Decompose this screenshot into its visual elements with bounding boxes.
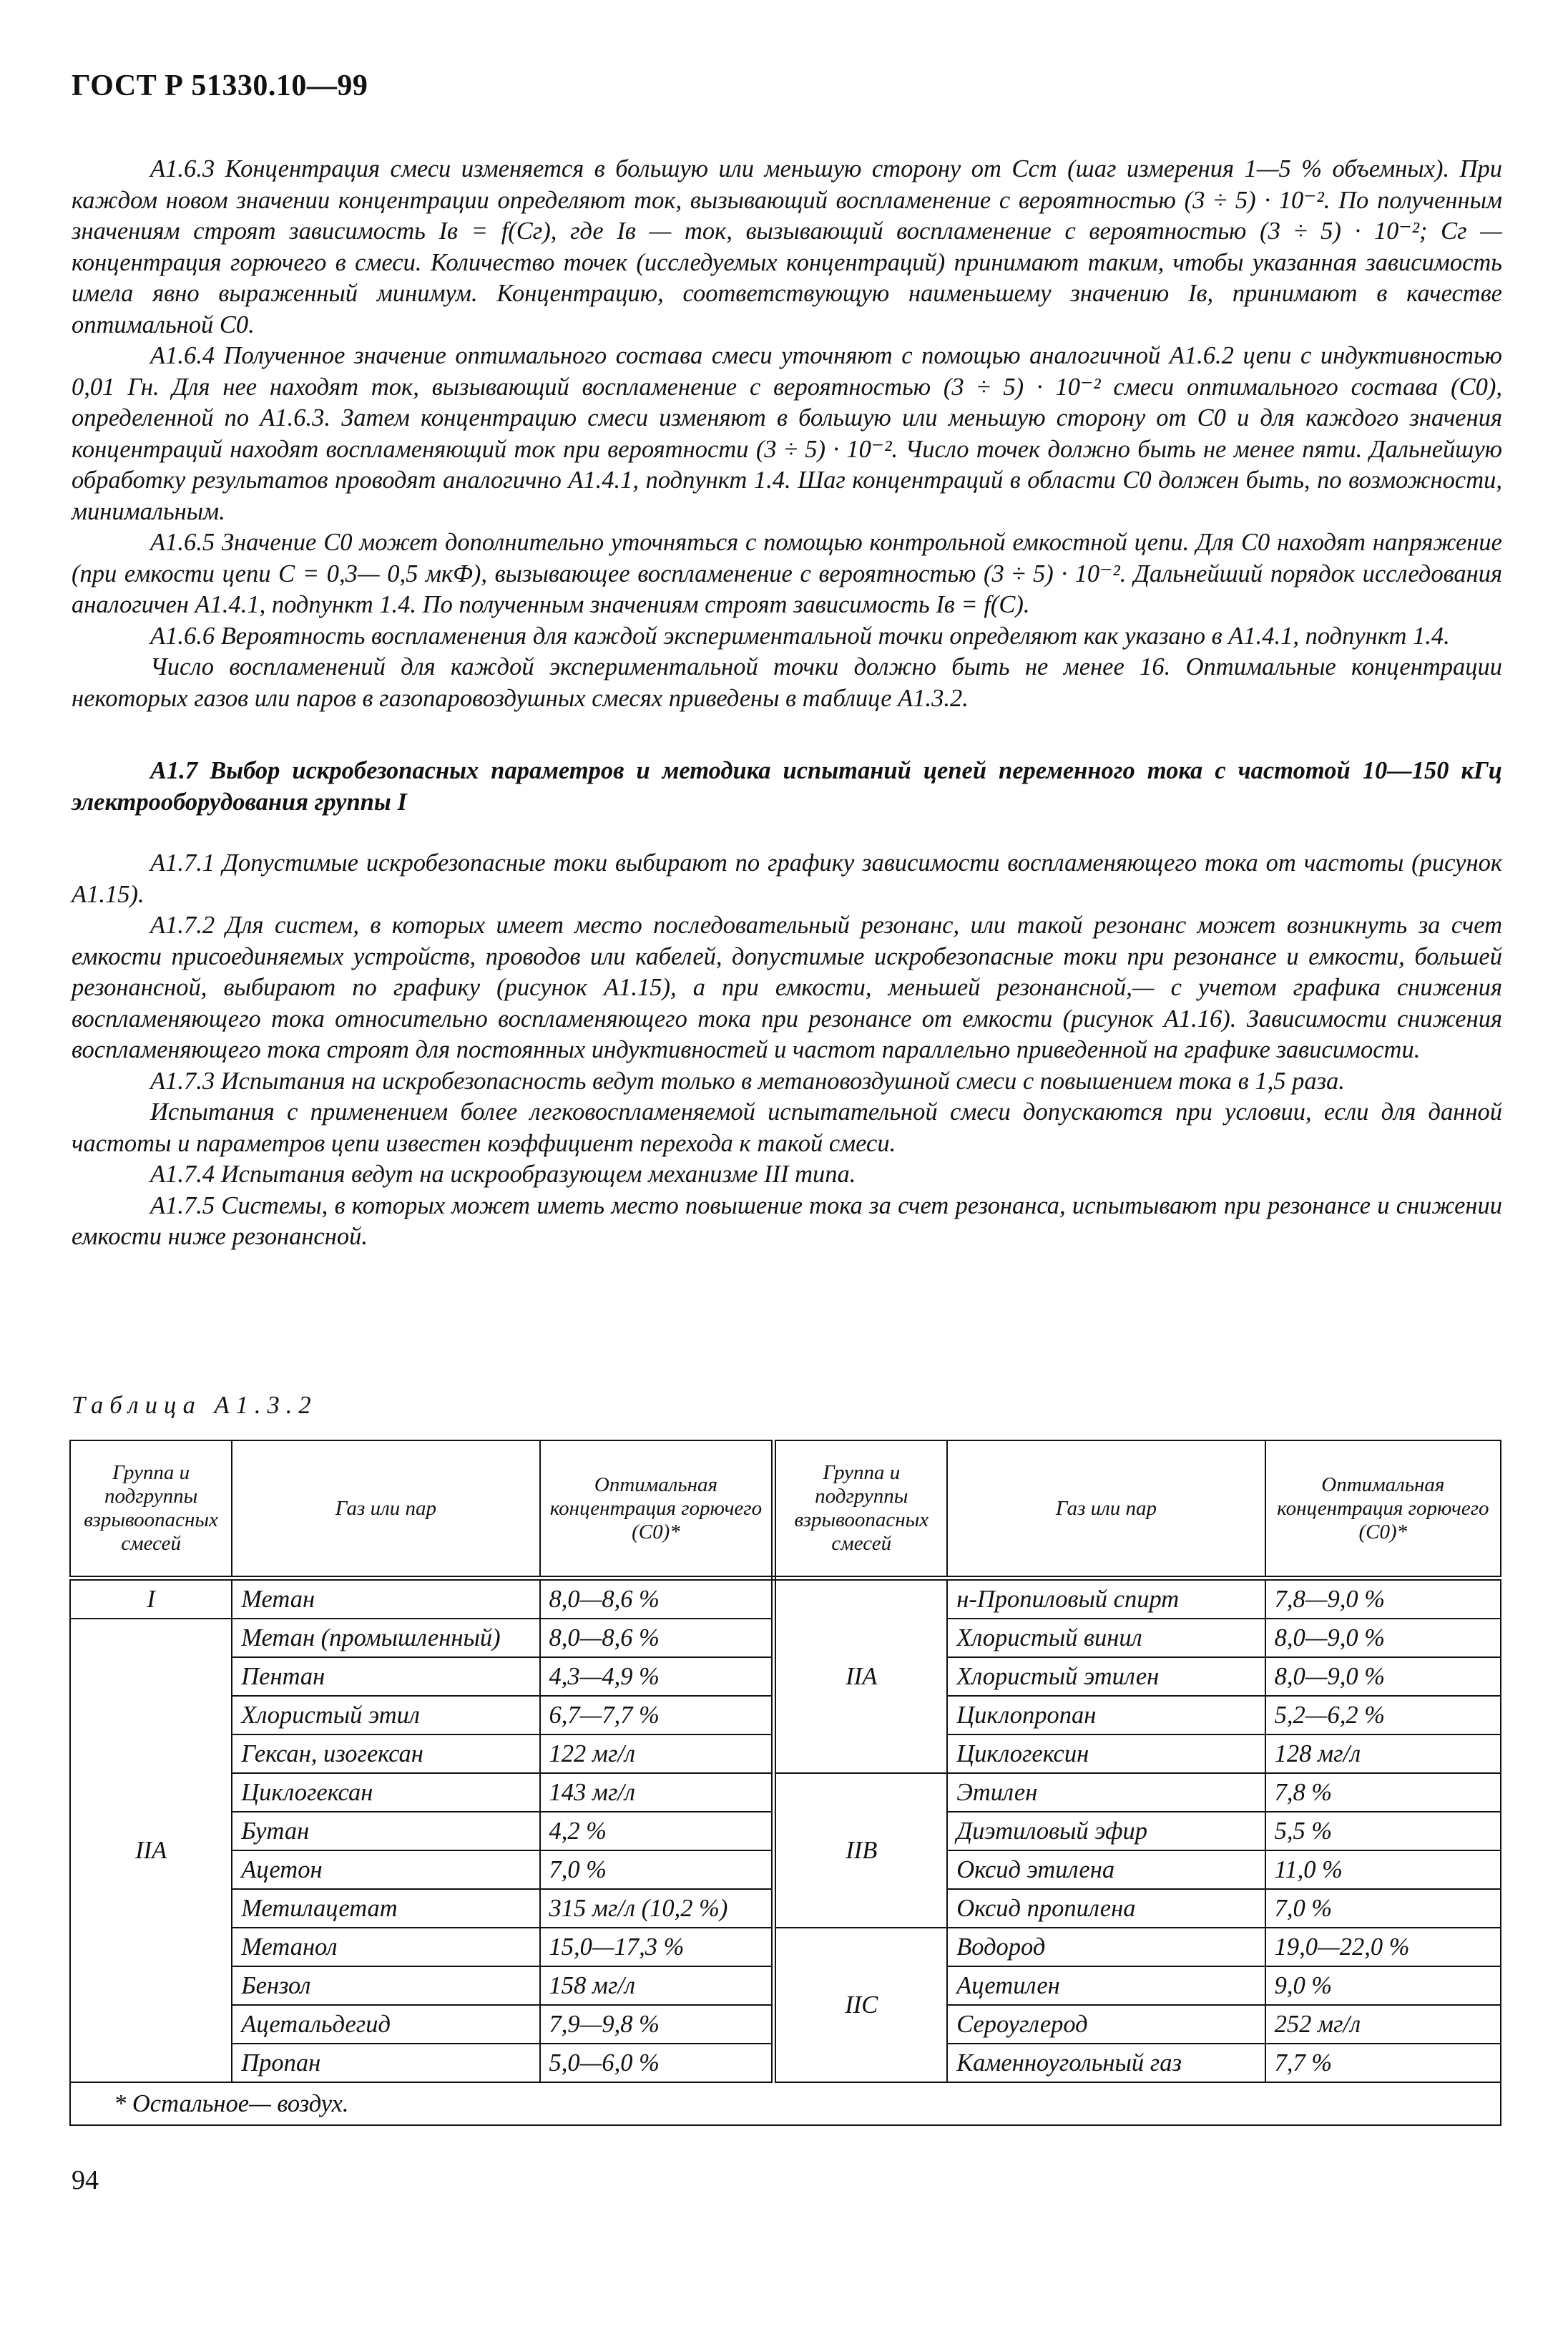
header-conc: Оптимальная концентрация горючего (C0)*: [1265, 1440, 1501, 1579]
concentration-cell: 5,0—6,0 %: [540, 2044, 774, 2082]
gas-cell: Оксид этилена: [947, 1850, 1265, 1889]
gas-concentration-table: [69, 1440, 1501, 2126]
group-cell: IIA: [70, 1619, 232, 2082]
group-cell: IIC: [774, 1928, 947, 2082]
paragraph: А1.7.4 Испытания ведут на искрообразующем механизме III типа.: [150, 1161, 856, 1188]
paragraph: А1.7.2 Для систем, в которых имеет место последовательный резонанс, или такой резонанс может возникнуть за счет емкости присоединяемых устройств, проводов или кабелей, допустимые искробезопасные токи при резонансе и емкости, большей резонансной, выбирают по графику (рисунок А1.15), а при емкости, меньшей резонансной,— с учетом графика снижения воспламеняющего тока относительно воспламеняющего тока при резонансе от емкости (рисунок А1.16). Зависимости снижения воспламеняющего тока строят для постоянных индуктивностей и частот параллельно приведенной на графике зависимости.: [72, 912, 1502, 1063]
paragraph: А1.6.5 Значение C0 может дополнительно уточняться с помощью контрольной емкостной цепи. Для C0 находят напряжение (при емкости цепи C = 0,3— 0,5 мкФ), вызывающее воспламенение с вероятностью (3 ÷ 5) · 10⁻². Дальнейший порядок исследования аналогичен А1.4.1, подпункт 1.4. По полученным значениям строят зависимость Iв = f(C).: [72, 529, 1502, 618]
gas-cell: Гексан, изогексан: [232, 1734, 539, 1773]
paragraph: А1.6.4 Полученное значение оптимального состава смеси уточняют с помощью аналогичной А1.6.2 цепи с индуктивностью 0,01 Гн. Для нее находят ток, вызывающий воспламенение с вероятностью (3 ÷ 5) · 10⁻² смеси оптимального состава (C0), определенной по А1.6.3. Затем концентрацию смеси изменяют в большую или меньшую сторону от C0 и для каждого значения концентраций находят воспламеняющий ток при вероятности (3 ÷ 5) · 10⁻². Число точек должно быть не менее пяти. Дальнейшую обработку результатов проводят аналогично А1.4.1, подпункт 1.4. Шаг концентраций в области C0 должен быть, по возможности, минимальным.: [72, 342, 1502, 525]
gas-cell: Хлористый винил: [947, 1619, 1265, 1657]
concentration-cell: 6,7—7,7 %: [540, 1696, 774, 1734]
gas-cell: Водород: [947, 1928, 1265, 1966]
paragraph: А1.7.5 Системы, в которых может иметь место повышение тока за счет резонанса, испытывают при резонансе и снижении емкости ниже резонансной.: [72, 1191, 1502, 1250]
concentration-cell: 7,7 %: [1265, 2044, 1501, 2082]
concentration-cell: 7,0 %: [540, 1850, 774, 1889]
concentration-cell: 158 мг/л: [540, 1966, 774, 2005]
header-gas: Газ или пар: [947, 1440, 1265, 1579]
concentration-cell: 8,0—8,6 %: [540, 1619, 774, 1657]
gas-cell: Пентан: [232, 1657, 539, 1696]
table-header-row: [70, 1440, 1501, 1579]
concentration-cell: 8,0—8,6 %: [540, 1579, 774, 1619]
concentration-cell: 11,0 %: [1265, 1850, 1501, 1889]
concentration-cell: 315 мг/л (10,2 %): [540, 1889, 774, 1928]
table-row: [70, 1773, 1501, 1812]
concentration-cell: 128 мг/л: [1265, 1734, 1501, 1773]
gas-cell: Сероуглерод: [947, 2005, 1265, 2044]
gas-cell: Метан: [232, 1579, 539, 1619]
concentration-cell: 15,0—17,3 %: [540, 1928, 774, 1966]
gas-cell: Бутан: [232, 1812, 539, 1850]
gas-cell: Хлористый этил: [232, 1696, 539, 1734]
concentration-cell: 19,0—22,0 %: [1265, 1928, 1501, 1966]
paragraph: А1.7.3 Испытания на искробезопасность ведут только в метановоздушной смеси с повышением тока в 1,5 раза.: [150, 1067, 1345, 1095]
gas-cell: Метан (промышленный): [232, 1619, 539, 1657]
concentration-cell: 7,9—9,8 %: [540, 2005, 774, 2044]
section-heading: А1.7 Выбор искробезопасных параметров и методика испытаний цепей переменного тока с частотой 10—150 кГц электрооборудования группы I: [72, 757, 1502, 816]
concentration-cell: 9,0 %: [1265, 1966, 1501, 2005]
table-row: [70, 1579, 1501, 1619]
gas-cell: Циклогексан: [232, 1773, 539, 1812]
group-cell: IIB: [774, 1773, 947, 1928]
page-number: 94: [72, 2165, 99, 2195]
concentration-cell: 143 мг/л: [540, 1773, 774, 1812]
concentration-cell: 4,3—4,9 %: [540, 1657, 774, 1696]
group-cell: I: [70, 1579, 232, 1619]
concentration-cell: 7,8—9,0 %: [1265, 1579, 1501, 1619]
concentration-cell: 122 мг/л: [540, 1734, 774, 1773]
header-conc: Оптимальная концентрация горючего (C0)*: [540, 1440, 774, 1579]
gas-cell: Бензол: [232, 1966, 539, 2005]
gas-cell: Каменноугольный газ: [947, 2044, 1265, 2082]
header-group: Группа и подгруппы взрывоопасных смесей: [774, 1440, 947, 1579]
gas-cell: Оксид пропилена: [947, 1889, 1265, 1928]
gas-cell: Метанол: [232, 1928, 539, 1966]
concentration-cell: 5,5 %: [1265, 1812, 1501, 1850]
concentration-cell: 8,0—9,0 %: [1265, 1657, 1501, 1696]
table-footnote: * Остальное— воздух.: [70, 2082, 1501, 2125]
header-group: Группа и подгруппы взрывоопасных смесей: [70, 1440, 232, 1579]
paragraph: Испытания с применением более легковоспламеняемой испытательной смеси допускаются при условии, если для данной частоты и параметров цепи известен коэффициент перехода к такой смеси.: [72, 1098, 1502, 1157]
paragraph: А1.7.1 Допустимые искробезопасные токи выбирают по графику зависимости воспламеняющего тока от частоты (рисунок А1.15).: [72, 849, 1502, 908]
gas-cell: Циклопропан: [947, 1696, 1265, 1734]
concentration-cell: 252 мг/л: [1265, 2005, 1501, 2044]
gas-cell: н-Пропиловый спирт: [947, 1579, 1265, 1619]
concentration-cell: 5,2—6,2 %: [1265, 1696, 1501, 1734]
doc-header: ГОСТ Р 51330.10—99: [72, 69, 368, 102]
table-footnote-row: [70, 2082, 1501, 2125]
concentration-cell: 7,0 %: [1265, 1889, 1501, 1928]
concentration-cell: 8,0—9,0 %: [1265, 1619, 1501, 1657]
gas-cell: Ацетальдегид: [232, 2005, 539, 2044]
gas-cell: Метилацетат: [232, 1889, 539, 1928]
gas-cell: Циклогексин: [947, 1734, 1265, 1773]
concentration-cell: 4,2 %: [540, 1812, 774, 1850]
gas-cell: Пропан: [232, 2044, 539, 2082]
header-gas: Газ или пар: [232, 1440, 539, 1579]
paragraph: А1.6.3 Концентрация смеси изменяется в большую или меньшую сторону от Cст (шаг измерения 1—5 % объемных). При каждом новом значении концентрации определяют ток, вызывающий воспламенение с вероятностью (3 ÷ 5) · 10⁻². По полученным значениям строят зависимость Iв = f(Cг), где Iв — ток, вызывающий воспламенение с вероятностью (3 ÷ 5) · 10⁻²; Cг — концентрация горючего в смеси. Количество точек (исследуемых концентраций) принимают таким, чтобы указанная зависимость имела явно выраженный минимум. Концентрацию, соответствующую наименьшему значению Iв, принимают в качестве оптимальной C0.: [72, 155, 1502, 338]
table-row: [70, 1928, 1501, 1966]
gas-cell: Ацетон: [232, 1850, 539, 1889]
group-cell: IIA: [774, 1579, 947, 1774]
concentration-cell: 7,8 %: [1265, 1773, 1501, 1812]
document-body: [72, 154, 1502, 1253]
paragraph: Число воспламенений для каждой экспериментальной точки должно быть не менее 16. Оптимальные концентрации некоторых газов или паров в газопаровоздушных смесях приведены в таблице А1.3.2.: [72, 653, 1502, 712]
table-caption: Таблица А1.3.2: [72, 1392, 318, 1419]
gas-cell: Диэтиловый эфир: [947, 1812, 1265, 1850]
gas-cell: Хлористый этилен: [947, 1657, 1265, 1696]
paragraph: А1.6.6 Вероятность воспламенения для каждой экспериментальной точки определяют как указано в А1.4.1, подпункт 1.4.: [150, 622, 1450, 650]
gas-cell: Этилен: [947, 1773, 1265, 1812]
gas-cell: Ацетилен: [947, 1966, 1265, 2005]
